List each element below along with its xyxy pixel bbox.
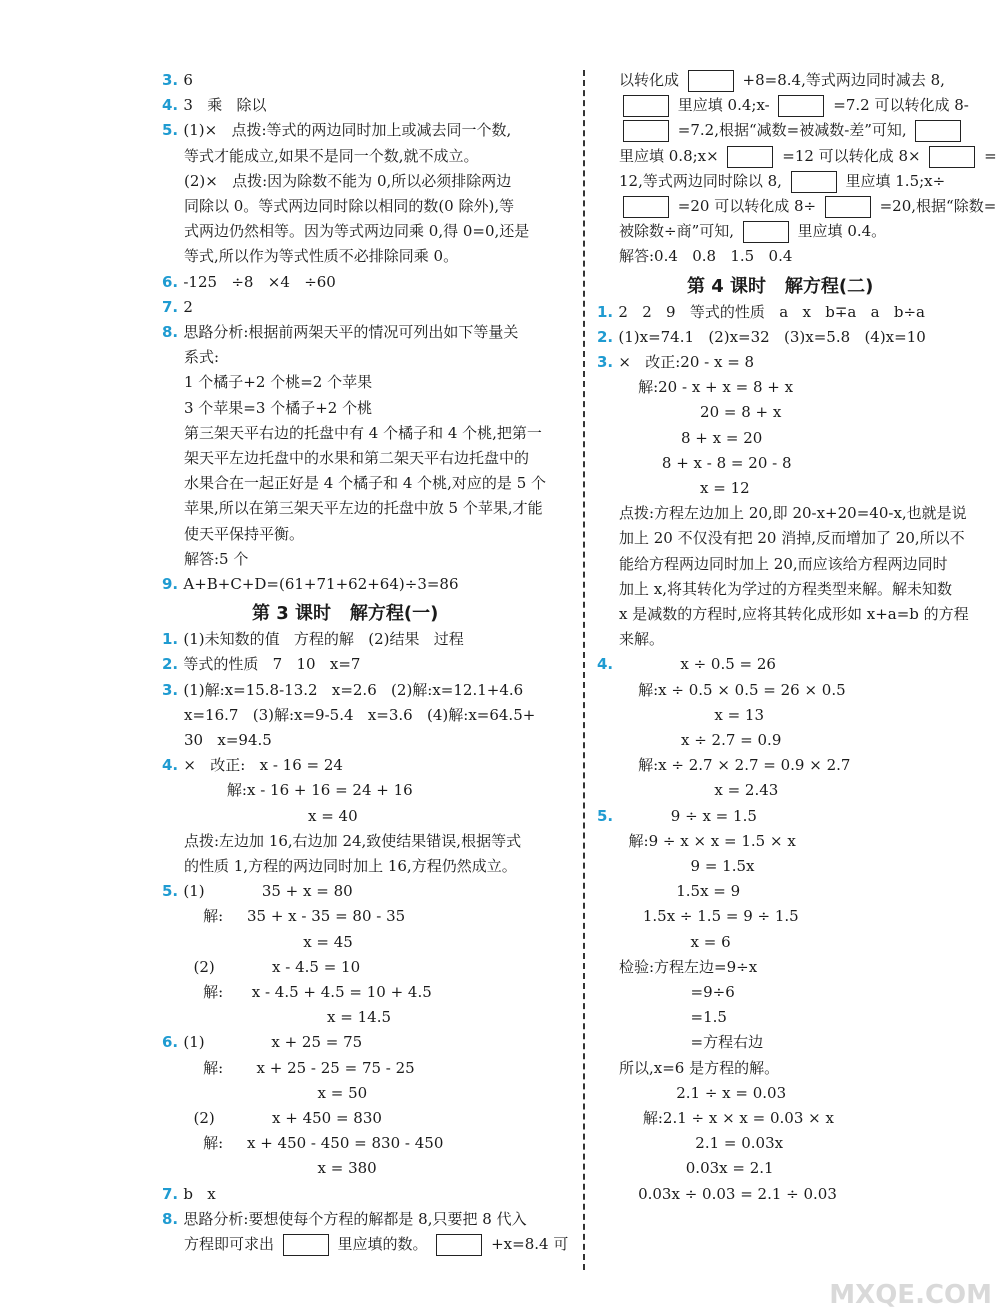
question-number: 7. <box>162 297 184 316</box>
line-text: 苹果,所以在第三架天平左边的托盘中放 5 个苹果,才能 <box>184 499 543 518</box>
text-line <box>162 118 511 143</box>
line-text: = <box>979 146 997 165</box>
text-line <box>162 904 405 929</box>
question-number: 1. <box>162 630 184 649</box>
text-line <box>597 400 781 425</box>
text-line <box>162 345 219 370</box>
text-line <box>597 526 965 551</box>
answer-box <box>727 146 773 168</box>
text-line <box>597 194 996 219</box>
section-heading: 第 4 课时 解方程(二) <box>687 275 874 297</box>
text-line <box>597 778 778 803</box>
line-text: 思路分析:根据前两架天平的情况可列出如下等量关 <box>183 323 519 341</box>
text-line <box>597 1030 763 1055</box>
line-text: 2.1 ÷ x = 0.03 <box>619 1083 787 1102</box>
question-number: 8. <box>162 323 184 341</box>
line-text: =20,根据“除数= <box>874 197 997 215</box>
line-text: 0.03x = 2.1 <box>619 1159 774 1178</box>
line-text: 思路分析:要想使每个方程的解都是 8,只要把 8 代入 <box>183 1209 527 1228</box>
text-line <box>162 320 518 345</box>
line-text: 6 <box>183 71 193 89</box>
text-line <box>162 522 304 547</box>
answer-box <box>688 70 734 92</box>
line-text: 所以,x=6 是方程的解。 <box>619 1058 780 1077</box>
text-line <box>162 421 542 446</box>
text-line <box>162 471 546 496</box>
watermark: MXQE.COM <box>829 1280 992 1310</box>
text-line <box>162 753 343 778</box>
answer-box <box>623 95 669 117</box>
text-line <box>162 144 479 169</box>
text-line <box>162 627 464 652</box>
line-text: 20 = 8 + x <box>619 403 782 422</box>
text-line <box>597 501 967 526</box>
line-text: =9÷6 <box>619 983 735 1001</box>
text-line <box>162 778 413 803</box>
text-line <box>597 829 796 854</box>
text-line <box>162 194 514 219</box>
line-text: (1)解:x=15.8-13.2 x=2.6 (2)解:x=12.1+4.6 <box>183 680 524 699</box>
text-line <box>162 703 535 728</box>
question-number: 6. <box>162 272 184 291</box>
line-text: 1 个橘子+2 个桃=2 个苹果 <box>184 373 373 392</box>
answer-box <box>436 1234 482 1256</box>
line-text: 里应填 0.4。 <box>792 222 887 241</box>
line-text: 以转化成 <box>619 71 684 89</box>
line-text: -125 ÷8 ×4 ÷60 <box>183 272 336 291</box>
line-text: =方程右边 <box>619 1033 764 1052</box>
line-text: =12 可以转化成 8× <box>777 146 926 165</box>
line-text: 加上 20 不仅没有把 20 消掉,反而增加了 20,所以不 <box>619 529 965 548</box>
text-line <box>162 1182 216 1207</box>
text-line <box>597 627 664 652</box>
text-line <box>597 1106 834 1131</box>
text-line <box>597 325 926 350</box>
line-text: 1.5x ÷ 1.5 = 9 ÷ 1.5 <box>619 907 799 926</box>
text-line <box>162 370 372 395</box>
line-text: x = 2.43 <box>619 781 779 800</box>
text-line <box>162 93 267 118</box>
text-line <box>597 1156 774 1181</box>
line-text: 30 x=94.5 <box>184 731 272 749</box>
text-line <box>162 1156 377 1181</box>
line-text: 里应填 0.8;x× <box>619 146 724 165</box>
question-number: 5. <box>162 882 184 901</box>
line-text: 里应填的数。 <box>332 1235 433 1253</box>
text-line <box>162 652 360 677</box>
text-line <box>162 1131 443 1156</box>
text-line <box>162 955 360 980</box>
question-number: 1. <box>597 302 619 321</box>
question-number: 7. <box>162 1184 184 1203</box>
line-text: b x <box>183 1184 216 1203</box>
line-text: 解:20 - x + x = 8 + x <box>619 378 794 397</box>
line-text: 9 ÷ x = 1.5 <box>618 806 757 825</box>
line-text: 来解。 <box>619 630 665 649</box>
text-line <box>162 496 543 521</box>
text-line <box>162 1207 527 1232</box>
text-line <box>597 426 762 451</box>
answer-box <box>778 95 824 117</box>
line-text: 被除数÷商”可知, <box>619 222 739 241</box>
text-line <box>597 980 735 1005</box>
line-text: 点拨:方程左边加上 20,即 20-x+20=40-x,也就是说 <box>619 504 967 523</box>
question-number: 3. <box>162 680 184 699</box>
column-divider <box>583 70 585 1270</box>
text-line <box>597 1182 837 1207</box>
text-line <box>597 300 925 325</box>
answer-box <box>791 171 837 193</box>
line-text: 点拨:左边加 16,右边加 24,致使结果错误,根据等式 <box>184 831 522 850</box>
line-text: x = 12 <box>619 479 750 497</box>
text-line <box>597 577 952 602</box>
line-text: 等式,所以作为等式性质不必排除同乘 0。 <box>184 247 459 266</box>
line-text: +x=8.4 可 <box>486 1235 569 1253</box>
line-text: x ÷ 0.5 = 26 <box>618 655 776 674</box>
text-line <box>597 930 731 955</box>
question-number: 5. <box>162 121 184 140</box>
text-line <box>597 244 792 269</box>
line-text: 等式的性质 7 10 x=7 <box>183 655 361 674</box>
line-text: 解:x ÷ 2.7 × 2.7 = 0.9 × 2.7 <box>619 756 851 775</box>
question-number: 2. <box>162 655 184 674</box>
line-text: +8=8.4,等式两边同时减去 8, <box>737 71 945 89</box>
text-line <box>597 68 945 93</box>
line-text: A+B+C+D=(61+71+62+64)÷3=86 <box>183 575 459 593</box>
question-number: 6. <box>162 1033 184 1052</box>
line-text: 等式才能成立,如果不是同一个数,就不成立。 <box>184 146 479 165</box>
text-line <box>597 1056 779 1081</box>
line-text: × 改正: x - 16 = 24 <box>183 756 343 775</box>
line-text: 加上 x,将其转化为学过的方程类型来解。解未知数 <box>619 579 952 598</box>
line-text: x 是减数的方程时,应将其转化成形如 x+a=b 的方程 <box>619 605 969 623</box>
text-line <box>597 602 969 627</box>
question-number: 3. <box>597 353 619 371</box>
line-text: x = 40 <box>184 806 358 825</box>
text-line <box>597 350 754 375</box>
text-line <box>162 1081 367 1106</box>
text-line <box>597 118 965 143</box>
line-text: 里应填 0.4;x- <box>673 96 775 115</box>
text-line <box>597 1005 727 1030</box>
text-line <box>597 169 945 194</box>
line-text: 式两边仍然相等。因为等式两边同乘 0,得 0=0,还是 <box>184 222 530 241</box>
line-text: x = 13 <box>619 705 765 724</box>
line-text: 系式: <box>184 348 220 367</box>
line-text: 2 <box>183 297 193 316</box>
line-text: 的性质 1,方程的两边同时加上 16,方程仍然成立。 <box>184 857 517 875</box>
text-line <box>597 1081 786 1106</box>
text-line <box>162 68 193 93</box>
line-text: =1.5 <box>619 1008 727 1027</box>
line-text: 8 + x - 8 = 20 - 8 <box>619 453 792 472</box>
answer-box <box>915 120 961 142</box>
text-line <box>162 572 459 597</box>
line-text: 解: x + 450 - 450 = 830 - 450 <box>184 1134 444 1153</box>
text-line <box>597 1131 783 1156</box>
question-number: 9. <box>162 575 184 593</box>
text-line <box>162 728 272 753</box>
text-line <box>162 244 458 269</box>
line-text: 9 = 1.5x <box>619 857 755 875</box>
question-number: 2. <box>597 327 619 346</box>
line-text: =20 可以转化成 8÷ <box>673 197 821 215</box>
text-line <box>162 446 529 471</box>
text-line <box>597 879 740 904</box>
text-line <box>597 219 886 244</box>
line-text: 8 + x = 20 <box>619 428 763 447</box>
text-line <box>597 144 997 169</box>
line-text: 解: 35 + x - 35 = 80 - 35 <box>184 907 406 926</box>
line-text: 解:x ÷ 0.5 × 0.5 = 26 × 0.5 <box>619 680 846 699</box>
line-text: x ÷ 2.7 = 0.9 <box>619 731 782 749</box>
section-heading: 第 3 课时 解方程(一) <box>252 603 439 625</box>
line-text: (1)x=74.1 (2)x=32 (3)x=5.8 (4)x=10 <box>618 327 926 346</box>
line-text: 方程即可求出 <box>184 1235 279 1253</box>
line-text: 里应填 1.5;x÷ <box>840 171 946 190</box>
line-text: 2 2 9 等式的性质 a x b∓a a b÷a <box>618 302 925 321</box>
text-line <box>597 703 764 728</box>
line-text: 解答:0.4 0.8 1.5 0.4 <box>619 247 793 266</box>
line-text: 12,等式两边同时除以 8, <box>619 171 787 190</box>
text-line <box>597 728 781 753</box>
text-line <box>162 1056 415 1081</box>
text-line <box>597 652 776 677</box>
answer-box <box>623 120 669 142</box>
line-text: 能给方程两边同时加上 20,而应该给方程两边同时 <box>619 554 948 573</box>
line-text: 解: x + 25 - 25 = 75 - 25 <box>184 1058 415 1077</box>
text-line <box>162 547 248 572</box>
line-text: 检验:方程左边=9÷x <box>619 957 758 976</box>
line-text: 架天平左边托盘中的水果和第二架天平右边托盘中的 <box>184 449 530 467</box>
text-line <box>162 879 353 904</box>
text-line <box>597 476 750 501</box>
line-text: 第三架天平右边的托盘中有 4 个橘子和 4 个桃,把第一 <box>184 423 542 442</box>
line-text: 解: x - 4.5 + 4.5 = 10 + 4.5 <box>184 983 432 1001</box>
text-line <box>162 678 523 703</box>
line-text: (1) x + 25 = 75 <box>183 1033 363 1052</box>
text-line <box>162 804 358 829</box>
line-text: 2.1 = 0.03x <box>619 1134 784 1153</box>
question-number: 3. <box>162 71 184 89</box>
question-number: 8. <box>162 1209 184 1228</box>
question-number: 4. <box>162 96 184 115</box>
text-line <box>162 396 372 421</box>
text-line <box>162 295 193 320</box>
text-line <box>597 955 757 980</box>
line-text: x=16.7 (3)解:x=9-5.4 x=3.6 (4)解:x=64.5+ <box>184 705 536 724</box>
line-text: 解:9 ÷ x × x = 1.5 × x <box>619 831 796 850</box>
line-text: 解:2.1 ÷ x × x = 0.03 × x <box>619 1109 834 1127</box>
text-line <box>162 930 353 955</box>
question-number: 4. <box>162 756 184 775</box>
text-line <box>162 219 529 244</box>
line-text: x = 50 <box>184 1083 368 1102</box>
text-line <box>162 1232 568 1257</box>
question-number: 5. <box>597 806 619 825</box>
line-text: 3 乘 除以 <box>183 96 267 115</box>
text-line <box>597 93 969 118</box>
text-line <box>597 904 799 929</box>
line-text: × 改正:20 - x = 8 <box>618 353 755 371</box>
answer-box <box>929 146 975 168</box>
line-text: (2) x + 450 = 830 <box>184 1109 382 1127</box>
line-text: x = 14.5 <box>184 1008 392 1027</box>
line-text: 解:x - 16 + 16 = 24 + 16 <box>184 781 413 800</box>
line-text: (2) x - 4.5 = 10 <box>184 957 361 976</box>
text-line <box>597 804 757 829</box>
text-line <box>597 552 948 577</box>
line-text: (1)未知数的值 方程的解 (2)结果 过程 <box>183 630 464 649</box>
line-text: 1.5x = 9 <box>619 882 741 901</box>
text-line <box>597 854 754 879</box>
text-line <box>597 753 850 778</box>
text-line <box>597 375 793 400</box>
text-line <box>162 829 521 854</box>
line-text: (2)× 点拨:因为除数不能为 0,所以必须排除两边 <box>184 171 512 190</box>
line-text: (1)× 点拨:等式的两边同时加上或减去同一个数, <box>183 121 512 140</box>
answer-box <box>283 1234 329 1256</box>
text-line <box>162 1106 382 1131</box>
line-text: 解答:5 个 <box>184 549 249 568</box>
text-line <box>162 1005 391 1030</box>
line-text: x = 6 <box>619 932 731 951</box>
text-line <box>597 451 792 476</box>
text-line <box>162 980 432 1005</box>
line-text: 3 个苹果=3 个橘子+2 个桃 <box>184 398 373 417</box>
text-line <box>597 678 846 703</box>
text-line <box>162 169 511 194</box>
line-text: 同除以 0。等式两边同时除以相同的数(0 除外),等 <box>184 197 515 215</box>
line-text: =7.2,根据“减数=被减数-差”可知, <box>673 121 912 140</box>
answer-box <box>623 196 669 218</box>
line-text: =7.2 可以转化成 8- <box>828 96 969 115</box>
line-text: 0.03x ÷ 0.03 = 2.1 ÷ 0.03 <box>619 1184 837 1203</box>
text-line <box>162 1030 362 1055</box>
line-text: (1) 35 + x = 80 <box>183 882 353 901</box>
question-number: 4. <box>597 655 619 674</box>
line-text: x = 45 <box>184 932 353 951</box>
line-text: 水果合在一起正好是 4 个橘子和 4 个桃,对应的是 5 个 <box>184 474 547 493</box>
answer-box <box>825 196 871 218</box>
line-text: x = 380 <box>184 1159 377 1178</box>
text-line <box>162 854 517 879</box>
line-text: 使天平保持平衡。 <box>184 524 305 543</box>
text-line <box>162 270 336 295</box>
answer-box <box>743 221 789 243</box>
